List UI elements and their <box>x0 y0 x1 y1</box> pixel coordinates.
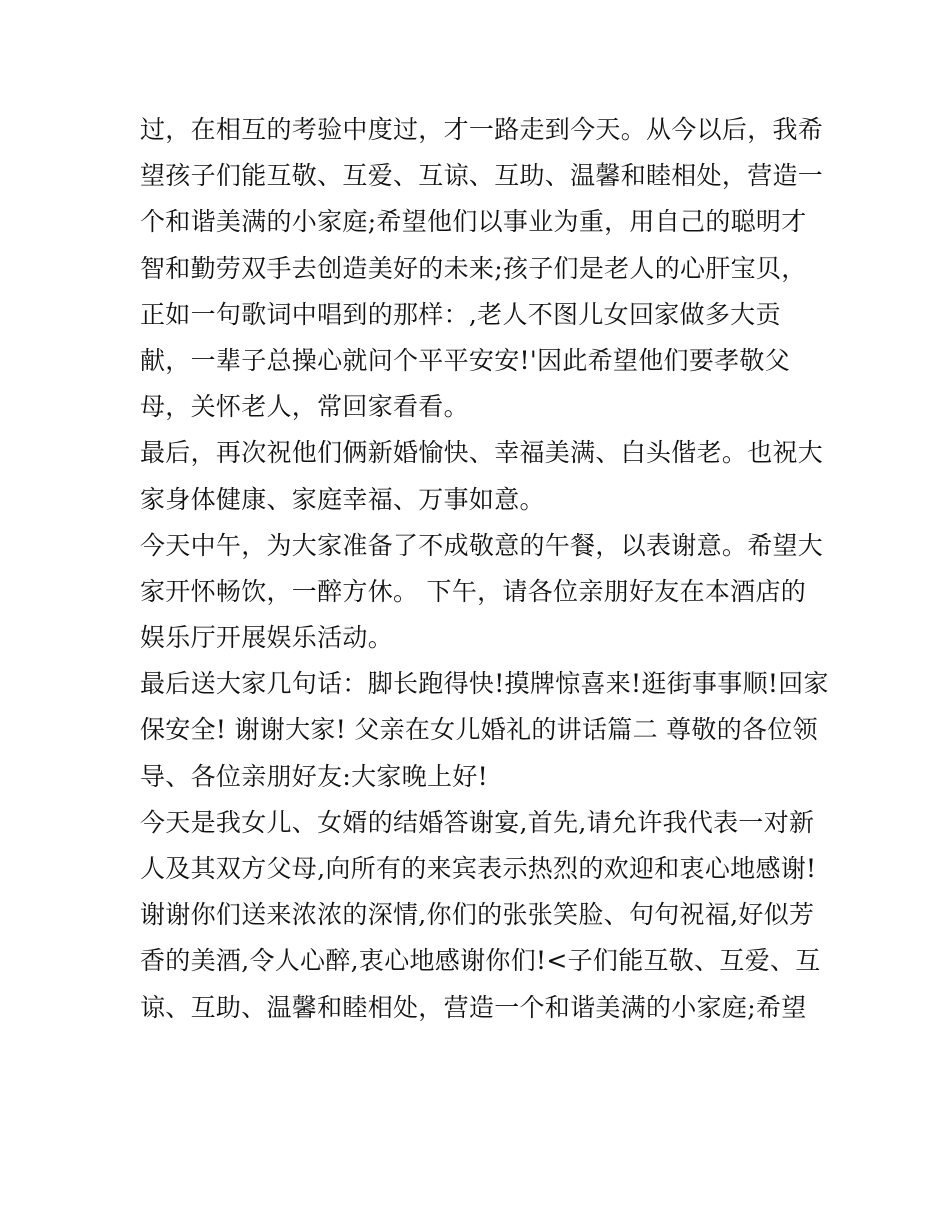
text-line: 望孩子们能互敬、互爱、互谅、互助、温馨和睦相处，营造一 <box>140 161 824 191</box>
text-line: 最后送大家几句话：脚长跑得快!摸牌惊喜来!逛街事事顺!回家 <box>140 669 829 699</box>
text-line: 正如一句歌词中唱到的那样：,老人不图儿女回家做多大贡 <box>140 299 781 329</box>
text-line: 献，一辈子总操心就问个平平安安!'因此希望他们要孝敬父 <box>140 345 791 375</box>
text-line: 今天是我女儿、女婿的结婚答谢宴,首先,请允许我代表一对新 <box>140 807 815 837</box>
text-line: 家身体健康、家庭幸福、万事如意。 <box>140 484 545 514</box>
text-line: 香的美酒,令人心醉,衷心地感谢你们!<子们能互敬、互爱、互 <box>140 946 821 976</box>
text-line: 人及其双方父母,向所有的来宾表示热烈的欢迎和衷心地感谢! <box>140 854 817 883</box>
text-line: 保安全! 谢谢大家! 父亲在女儿婚礼的讲话篇二 尊敬的各位领 <box>140 715 818 745</box>
text-line: 谅、互助、温馨和睦相处，营造一个和谐美满的小家庭;希望 <box>140 992 807 1022</box>
text-line: 导、各位亲朋好友:大家晚上好! <box>140 761 488 791</box>
text-line: 过，在相互的考验中度过，才一路走到今天。从今以后，我希 <box>140 115 824 144</box>
text-line: 今天中午，为大家准备了不成敬意的午餐，以表谢意。希望大 <box>140 530 824 560</box>
document-body-text <box>140 107 829 1031</box>
text-line: 谢谢你们送来浓浓的深情,你们的张张笑脸、句句祝福,好似芳 <box>140 900 815 930</box>
text-line: 家开怀畅饮，一醉方休。 下午，请各位亲朋好友在本酒店的 <box>140 576 807 606</box>
text-line: 母，关怀老人，常回家看看。 <box>140 392 469 422</box>
text-line: 娱乐厅开展娱乐活动。 <box>140 623 394 653</box>
text-line: 个和谐美满的小家庭;希望他们以事业为重，用自己的聪明才 <box>140 207 807 237</box>
text-line: 智和勤劳双手去创造美好的未来;孩子们是老人的心肝宝贝， <box>140 253 807 283</box>
text-line: 最后，再次祝他们俩新婚愉快、幸福美满、白头偕老。也祝大 <box>140 438 824 468</box>
